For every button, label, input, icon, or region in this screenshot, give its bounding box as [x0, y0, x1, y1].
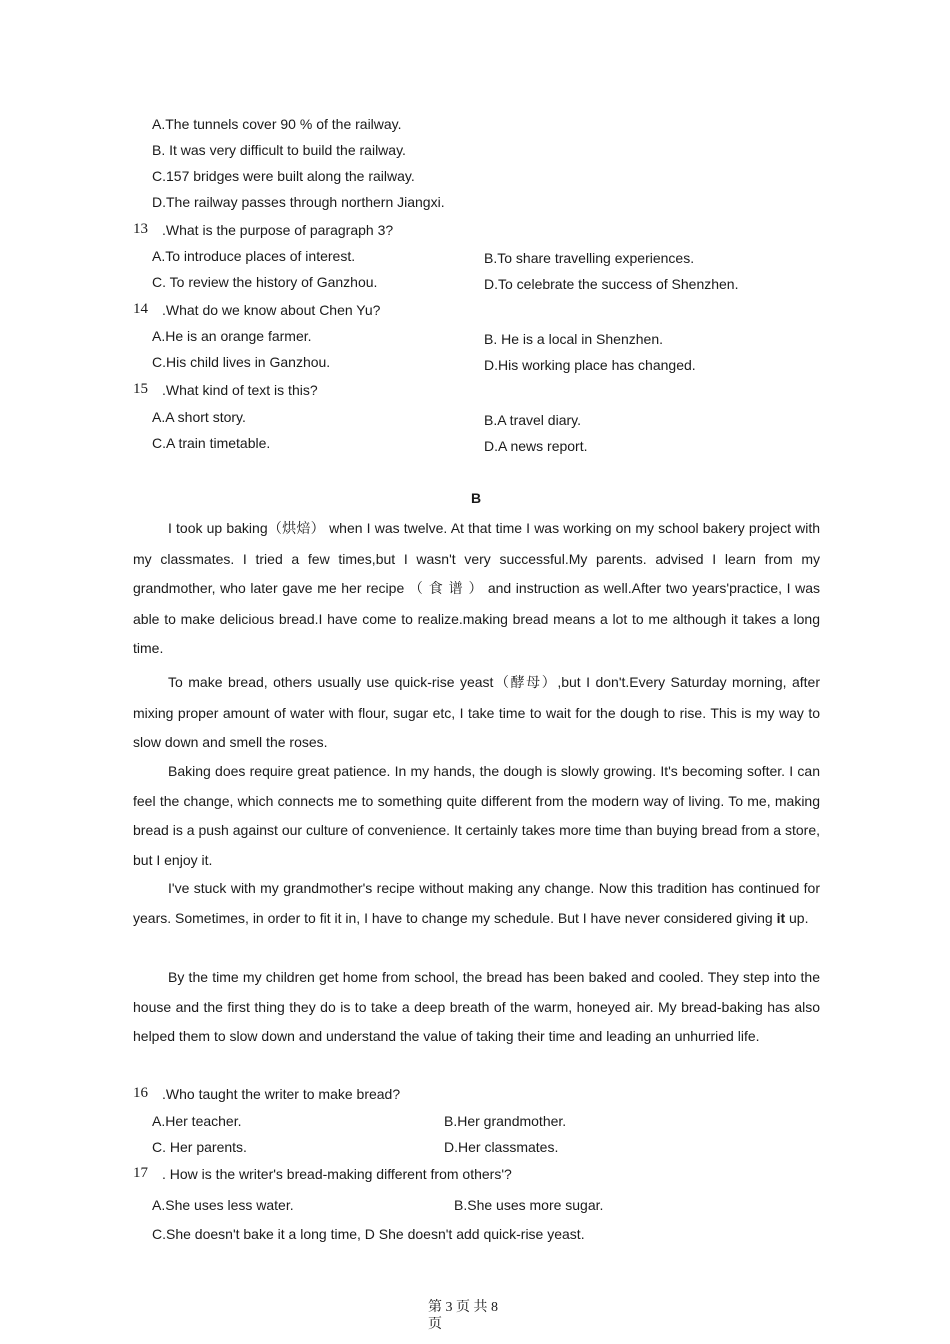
question-number: 17 [133, 1165, 148, 1181]
option-b: B.She uses more sugar. [454, 1197, 604, 1213]
option-b: B.A travel diary. [484, 412, 582, 428]
paragraph-text: ,but I don't.Every Saturday morning, after mixing proper amount of water with flour, sugar etc, I take time to wait for the dough to rise. This is my way to slow down and smell the roses. [133, 674, 821, 750]
paragraph-text: By the time my children get home from school, the bread has been baked and cooled. They step into the house and the first thing they do is to take a deep breath of the warm, honeyed air. My bread-baking has also helped them to slow down and understand the value of taking their time and leading an unhurried life. [133, 969, 820, 1044]
annotation-text: （ 食 谱 ） [408, 581, 484, 597]
question-text: . How is the writer's bread-making different from others'? [162, 1166, 512, 1182]
option-b: B.Her grandmother. [444, 1113, 567, 1129]
passage-paragraph-5 [133, 963, 820, 1052]
emphasis-word: it [776, 909, 786, 926]
option-b: B.To share travelling experiences. [484, 250, 695, 266]
section-heading: B [471, 490, 482, 506]
option-text: B. It was very difficult to build the railway. [152, 142, 406, 158]
passage-paragraph-2 [133, 668, 820, 758]
option-a: A.To introduce places of interest. [152, 248, 356, 264]
page-number: 第 3 页 共 8 [428, 1300, 498, 1315]
passage-paragraph-4 [133, 874, 820, 933]
question-number: 14 [133, 301, 148, 317]
paragraph-text: I've stuck with my grandmother's recipe without making any change. Now this tradition has continued for years. Sometimes, in order to fit it in, I have to change my schedule. But I have never considered giving [133, 880, 820, 926]
paragraph-text: and instruction as well.After two years'practice, I was able to make delicious bread.I have come to realize.making bread means a lot to me although it takes a long time. [133, 580, 820, 656]
option-a: A.A short story. [152, 409, 246, 425]
page-number-continued: 页 [428, 1317, 442, 1332]
question-number: 13 [133, 221, 148, 237]
option-b: B. He is a local in Shenzhen. [484, 331, 663, 347]
question-text: .What is the purpose of paragraph 3? [162, 222, 394, 238]
option-c: C. Her parents. [152, 1139, 247, 1155]
option-d: D.To celebrate the success of Shenzhen. [484, 276, 739, 292]
question-text: .What do we know about Chen Yu? [162, 302, 381, 318]
option-c: C.His child lives in Ganzhou. [152, 354, 331, 370]
option-a: A.Her teacher. [152, 1113, 242, 1129]
annotation-text: （烘焙） [267, 521, 325, 537]
question-text: .Who taught the writer to make bread? [162, 1086, 401, 1102]
passage-paragraph-1 [133, 514, 820, 664]
option-cd: C.She doesn't bake it a long time, D She doesn't add quick-rise yeast. [152, 1226, 585, 1242]
option-text: C.157 bridges were built along the railway. [152, 168, 415, 184]
paragraph-text: I took up baking [168, 520, 268, 536]
option-d: D.His working place has changed. [484, 357, 696, 373]
annotation-text: （酵母） [493, 675, 558, 691]
option-c: C. To review the history of Ganzhou. [152, 274, 378, 290]
option-text: D.The railway passes through northern Jiangxi. [152, 194, 445, 210]
question-number: 16 [133, 1085, 148, 1101]
paragraph-text: Baking does require great patience. In my hands, the dough is slowly growing. It's becoming softer. I can feel the change, which connects me to something quite different from the modern way of living. To me, making bread is a push against our culture of convenience. It certainly takes more time than buying bread from a store, but I enjoy it. [133, 763, 820, 868]
paragraph-text: up. [789, 909, 809, 926]
paragraph-text: To make bread, others usually use quick-rise yeast [168, 674, 494, 690]
question-number: 15 [133, 381, 148, 397]
option-text: A.The tunnels cover 90 % of the railway. [152, 116, 402, 132]
option-a: A.She uses less water. [152, 1197, 294, 1213]
option-d: D.Her classmates. [444, 1139, 559, 1155]
option-c: C.A train timetable. [152, 435, 271, 451]
option-d: D.A news report. [484, 438, 588, 454]
question-text: .What kind of text is this? [162, 382, 318, 398]
paragraph-text: when I was twelve. At that time I was working on my school bakery project with my classmates. I tried a few times,but I wasn't very successful.My parents. advised I learn from my grandmother, who later gave me her recipe [133, 520, 820, 596]
option-a: A.He is an orange farmer. [152, 328, 312, 344]
passage-paragraph-3 [133, 757, 820, 875]
